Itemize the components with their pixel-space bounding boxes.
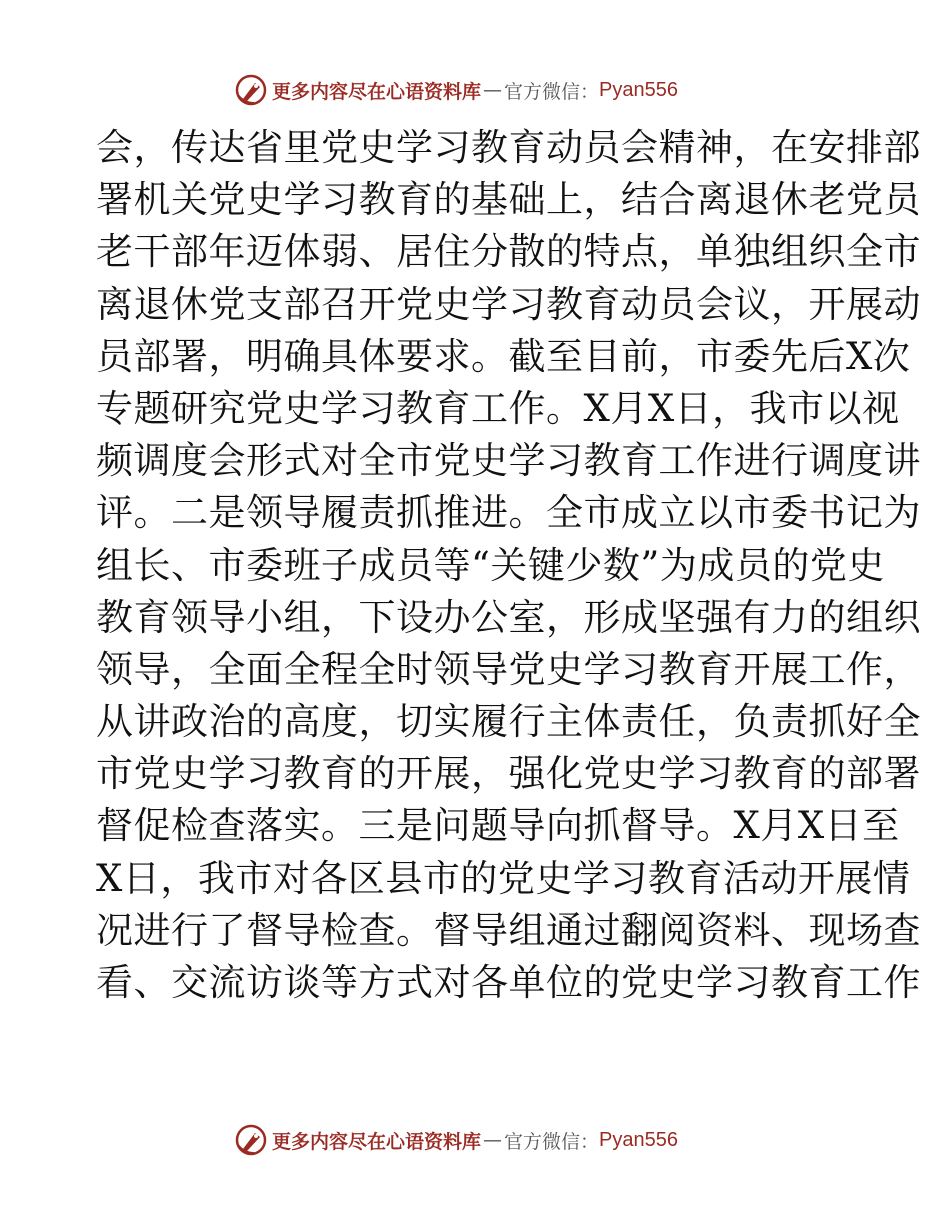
text-line: 况进行了督导检查。督导组通过翻阅资料、现场查: [96, 908, 921, 952]
text-line: 组长、市委班子成员等“关键少数”为成员的党史: [96, 543, 885, 587]
header-wechat-id: Pyan556: [599, 78, 678, 101]
text-line: 老干部年迈体弱、居住分散的特点，单独组织全市: [96, 230, 921, 274]
text-line: 评。二是领导履责抓推进。全市成立以市委书记为: [96, 491, 921, 535]
footer-watermark: [234, 1120, 678, 1160]
footer-brand-text: 更多内容尽在心语资料库: [272, 1130, 482, 1153]
pen-nib-logo-icon: [234, 1123, 268, 1157]
body-text: [96, 122, 921, 1009]
text-line: 员部署，明确具体要求。截至目前，市委先后X次: [96, 334, 911, 378]
text-line: 领导，全面全程全时领导党史学习教育开展工作，: [96, 647, 921, 691]
text-line: 频调度会形式对全市党史学习教育工作进行调度讲: [96, 439, 921, 483]
text-line: 看、交流访谈等方式对各单位的党史学习教育工作: [96, 961, 921, 1004]
text-line: X日，我市对各区县市的党史学习教育活动开展情: [96, 856, 911, 900]
text-line: 专题研究党史学习教育工作。X月X日，我市以视: [96, 386, 900, 430]
text-line: 市党史学习教育的开展，强化党史学习教育的部署: [96, 752, 921, 796]
text-line: 会，传达省里党史学习教育动员会精神，在安排部: [96, 126, 921, 169]
pen-nib-logo-icon: [234, 73, 268, 107]
text-line: 教育领导小组，下设办公室，形成坚强有力的组织: [96, 595, 921, 639]
header-official-label: 官方微信：: [504, 80, 600, 103]
text-line: 离退休党支部召开党史学习教育动员会议，开展动: [96, 282, 921, 326]
header-dash: —: [483, 79, 503, 101]
header-brand-text: 更多内容尽在心语资料库: [272, 80, 482, 103]
footer-wechat-id: Pyan556: [599, 1128, 678, 1151]
footer-official-label: 官方微信：: [504, 1130, 600, 1153]
text-line: 督促检查落实。三是问题导向抓督导。X月X日至: [96, 804, 900, 848]
footer-dash: —: [483, 1129, 503, 1151]
header-watermark: [234, 70, 678, 110]
text-line: 署机关党史学习教育的基础上，结合离退休老党员: [96, 178, 921, 222]
text-line: 从讲政治的高度，切实履行主体责任，负责抓好全: [96, 700, 921, 744]
